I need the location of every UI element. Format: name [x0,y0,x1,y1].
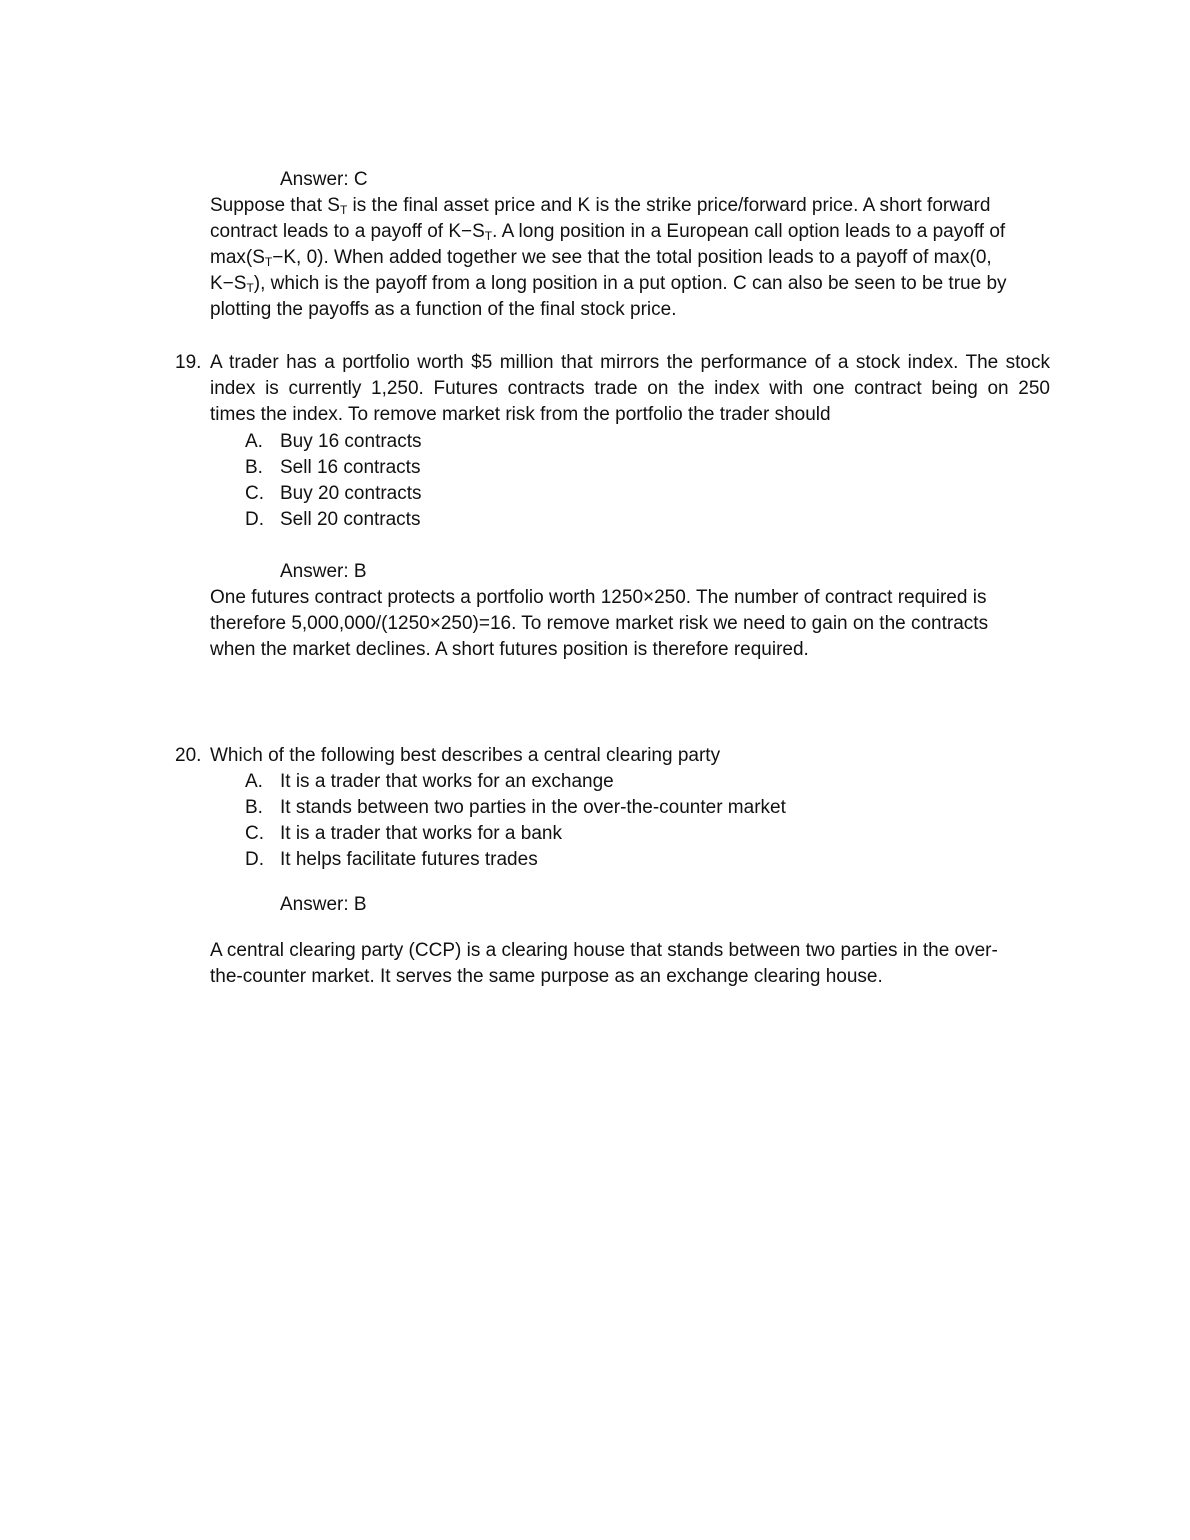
q20-explanation-line: the-counter market. It serves the same purpose as an exchange clearing house. [210,966,883,987]
q18-explanation [210,193,1050,323]
q19-option-b-text: Sell 16 contracts [280,457,421,478]
q19-explanation-line: One futures contract protects a portfolio worth 1250×250. The number of contract required is [210,587,987,608]
q20-question-line: Which of the following best describes a central clearing party [210,745,721,766]
q18-explanation-line: $K-S_T$), which is the payoff from a long position in a put option. C can also be seen to be true by [210,273,1007,295]
q20-option-c-letter: C. [245,823,264,844]
q19-option-c-letter: C. [245,483,264,504]
q20-option-b-text: It stands between two parties in the over-the-counter market [280,797,786,818]
q20-option-a-text: It is a trader that works for an exchange [280,771,614,792]
q19-question [210,350,1050,428]
q18-answer: Answer: C [280,169,368,190]
q19-option-a-letter: A. [245,431,263,452]
q18-explanation-line: contract leads to a payoff of $K-S_T$. A long position in a European call option leads to a payoff of [210,221,1006,243]
q19-explanation [210,585,1050,663]
q19-question-line: index is currently 1,250. Futures contracts trade on the index with one contract being on 250 [210,378,1050,399]
q19-answer: Answer: B [280,561,367,582]
q19-number: 19. [175,352,202,373]
q18-explanation-line: $\max(S_T-K$, 0). When added together we see that the total position leads to a payoff of max(0, [210,247,992,269]
q20-option-d-letter: D. [245,849,264,870]
q20-answer: Answer: B [280,894,367,915]
q19-option-d-letter: D. [245,509,264,530]
q18-explanation-line: Suppose that $S_T$ is the final asset price and K is the strike price/forward price. A short forward [210,195,991,217]
q19-explanation-line: therefore 5,000,000/(1250×250)=16. To remove market risk we need to gain on the contracts [210,613,989,634]
q19-explanation-line: when the market declines. A short futures position is therefore required. [210,639,809,660]
q20-explanation-line: A central clearing party (CCP) is a clearing house that stands between two parties in the over- [210,940,998,961]
q19-option-d-text: Sell 20 contracts [280,509,421,530]
q20-question [210,743,1050,769]
q20-option-b-letter: B. [245,797,263,818]
q18-explanation-line: plotting the payoffs as a function of the final stock price. [210,299,677,320]
q20-option-a-letter: A. [245,771,263,792]
q20-number: 20. [175,745,202,766]
q19-question-line: times the index. To remove market risk from the portfolio the trader should [210,404,831,425]
q19-option-a-text: Buy 16 contracts [280,431,422,452]
q19-option-c-text: Buy 20 contracts [280,483,422,504]
q19-option-b-letter: B. [245,457,263,478]
q20-option-d-text: It helps facilitate futures trades [280,849,538,870]
q19-question-line: A trader has a portfolio worth $5 million that mirrors the performance of a stock index. The stock [210,352,1050,373]
q20-explanation [210,938,1050,990]
q20-option-c-text: It is a trader that works for a bank [280,823,562,844]
